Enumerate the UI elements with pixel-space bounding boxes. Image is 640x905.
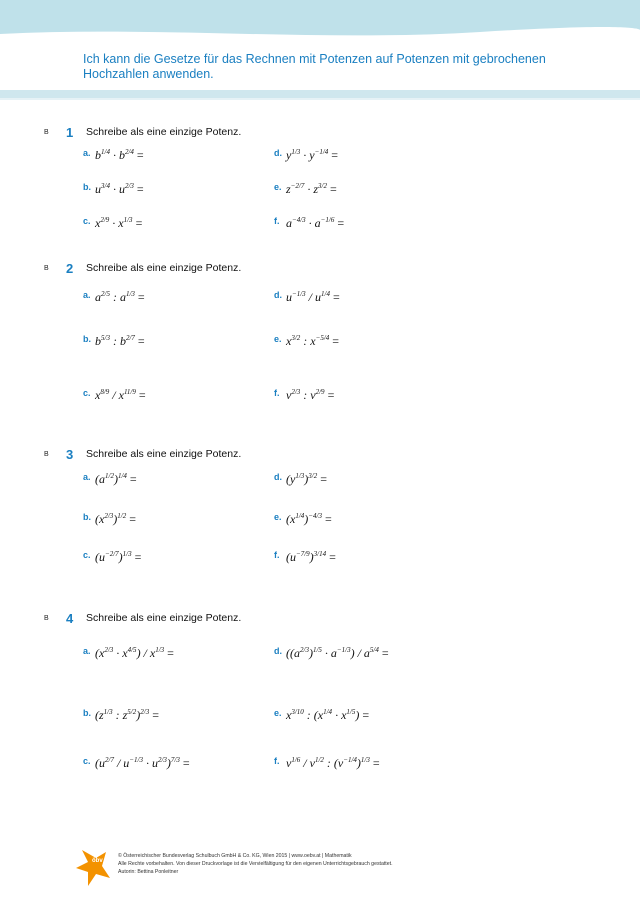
exercise-expression: $(u^{2/7} / u^{-1/3} \cdot u^{2/3})^{7/3}$ = (95, 756, 190, 770)
exercise-label: c. (83, 550, 91, 560)
exercise-label: b. (83, 512, 91, 522)
exercise-label: b. (83, 182, 91, 192)
task-level: B (44, 451, 49, 458)
exercise-label: a. (83, 472, 91, 482)
exercise-label: d. (274, 290, 282, 300)
exercise-expression: $x^{8/9} / x^{11/9}$ = (95, 388, 146, 402)
task-level: B (44, 265, 49, 272)
exercise-label: a. (83, 290, 91, 300)
task-level: B (44, 615, 49, 622)
exercise-expression: $(u^{-2/7})^{1/3}$ = (95, 550, 142, 564)
exercise-expression: $z^{-2/7} \cdot z^{3/2}$ = (286, 182, 337, 196)
footer-line-1: © Österreichischer Bundesverlag Schulbuch GmbH & Co. KG, Wien 2015 | www.oebv.at | Mathematik (118, 853, 352, 859)
exercise-label: c. (83, 756, 91, 766)
footer-line-3: Autorin: Bettina Ponleitner (118, 869, 179, 875)
header-divider (0, 90, 640, 98)
task-number: 2 (66, 261, 74, 276)
exercise-label: f. (274, 756, 280, 766)
exercise-label: f. (274, 216, 280, 226)
exercise-label: d. (274, 472, 282, 482)
exercise-label: f. (274, 550, 280, 560)
exercise-expression: $(a^{1/2})^{1/4}$ = (95, 472, 137, 486)
exercise-expression: $x^{2/9} \cdot x^{1/3}$ = (95, 216, 143, 230)
exercise-expression: ($z^{1/3}$ : $z^{5/2})^{2/3}$ = (95, 708, 159, 722)
exercise-expression: $a^{-4/3} \cdot a^{-1/6}$ = (286, 216, 345, 230)
footer-line-2: Alle Rechte vorbehalten. Von dieser Druckvorlage ist die Vervielfältigung für den eigenen Unterrichtsgebrauch gestattet. (118, 861, 393, 867)
task-instruction: Schreibe als eine einzige Potenz. (86, 126, 242, 138)
oebv-logo-icon (76, 848, 110, 886)
task-number: 3 (66, 447, 74, 462)
exercise-expression: $(x^{2/3} \cdot x^{4/5}) / x^{1/3}$ = (95, 646, 174, 660)
exercise-label: e. (274, 708, 282, 718)
exercise-label: a. (83, 148, 91, 158)
exercise-expression: $(u^{-7/9})^{3/14}$ = (286, 550, 336, 564)
exercise-label: a. (83, 646, 91, 656)
exercise-label: e. (274, 512, 282, 522)
exercise-expression: $x^{3/10}$ : $(x^{1/4} \cdot x^{1/5})$ = (286, 708, 370, 722)
exercise-expression: $u^{3/4} \cdot u^{2/3}$ = (95, 182, 144, 196)
exercise-label: b. (83, 708, 91, 718)
exercise-expression: $((a^{2/3})^{1/5} \cdot a^{-1/3}) / a^{5/4}$ = (286, 646, 389, 660)
exercise-expression: $b^{5/3}$ : $b^{2/7}$ = (95, 334, 145, 348)
exercise-label: d. (274, 646, 282, 656)
exercise-label: d. (274, 148, 282, 158)
exercise-expression: $v^{1/6} / v^{1/2}$ : $(v^{-1/4})^{1/3}$ = (286, 756, 380, 770)
logo-text: öbv (92, 858, 103, 864)
exercise-expression: $(x^{1/4})^{-4/3}$ = (286, 512, 332, 526)
task-level: B (44, 129, 49, 136)
exercise-expression: $v^{2/3}$ : $v^{2/9}$ = (286, 388, 335, 402)
exercise-expression: $a^{2/5}$ : $a^{1/3}$ = (95, 290, 145, 304)
exercise-label: b. (83, 334, 91, 344)
exercise-label: f. (274, 388, 280, 398)
learning-goal: Ich kann die Gesetze für das Rechnen mit Potenzen auf Potenzen mit gebrochenen Hochzahlen anwenden. (83, 52, 546, 81)
task-instruction: Schreibe als eine einzige Potenz. (86, 262, 242, 274)
top-wave-decoration (0, 24, 640, 42)
exercise-expression: $b^{1/4} \cdot b^{2/4}$ = (95, 148, 144, 162)
task-instruction: Schreibe als eine einzige Potenz. (86, 612, 242, 624)
exercise-expression: $x^{3/2}$ : $x^{-5/4}$ = (286, 334, 340, 348)
task-instruction: Schreibe als eine einzige Potenz. (86, 448, 242, 460)
exercise-expression: $(x^{2/3})^{1/2}$ = (95, 512, 137, 526)
header-divider-light (0, 98, 640, 100)
exercise-label: c. (83, 216, 91, 226)
exercise-label: e. (274, 334, 282, 344)
exercise-expression: $(y^{1/3})^{3/2}$ = (286, 472, 328, 486)
exercise-label: e. (274, 182, 282, 192)
footer-copyright (118, 852, 393, 876)
exercise-label: c. (83, 388, 91, 398)
task-number: 1 (66, 125, 74, 140)
exercise-expression: $y^{1/3} \cdot y^{-1/4}$ = (286, 148, 339, 162)
task-number: 4 (66, 611, 74, 626)
exercise-expression: $u^{-1/3} / u^{1/4}$ = (286, 290, 340, 304)
